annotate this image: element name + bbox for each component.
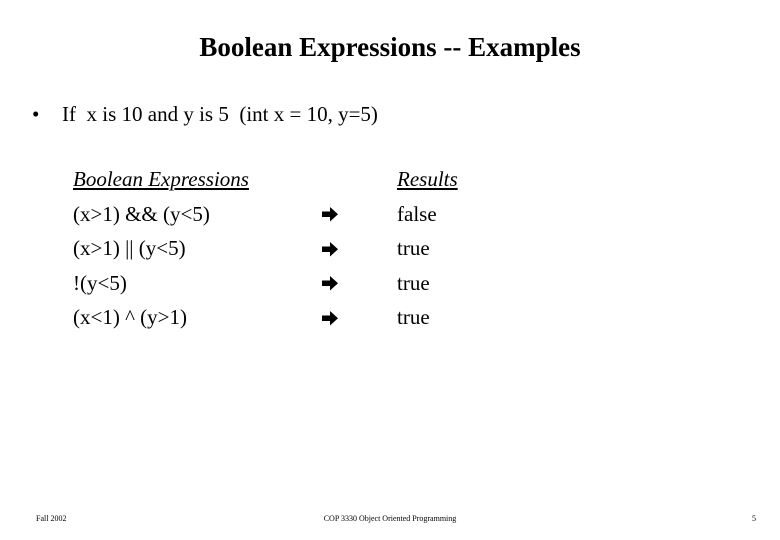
expression-row-4: (x<1) ^ (y>1) bbox=[73, 305, 188, 329]
result-row-2: true bbox=[397, 236, 430, 260]
expressions-heading: Boolean Expressions bbox=[73, 167, 249, 191]
results-heading: Results bbox=[397, 167, 458, 191]
right-arrow-icon bbox=[318, 301, 342, 336]
arrows-column bbox=[318, 197, 342, 335]
results-column bbox=[397, 162, 458, 335]
footer-date: Fall 2002 bbox=[36, 514, 67, 523]
bullet-point bbox=[32, 102, 378, 127]
right-arrow-icon bbox=[318, 232, 342, 267]
expression-row-2: (x>1) || (y<5) bbox=[73, 236, 186, 260]
bullet-text: If x is 10 and y is 5 (int x = 10, y=5) bbox=[62, 102, 378, 126]
expression-row-1: (x>1) && (y<5) bbox=[73, 201, 210, 226]
slide-title: Boolean Expressions -- Examples bbox=[199, 32, 581, 62]
expression-row-3: !(y<5) bbox=[73, 270, 127, 295]
result-row-3: true bbox=[397, 270, 430, 295]
expressions-column bbox=[73, 162, 249, 335]
result-row-1: false bbox=[397, 201, 437, 226]
page-number: 5 bbox=[752, 514, 756, 523]
result-row-4: true bbox=[397, 305, 430, 329]
right-arrow-icon bbox=[318, 197, 342, 232]
footer-course: COP 3330 Object Oriented Programming bbox=[323, 514, 457, 523]
right-arrow-icon bbox=[318, 266, 342, 301]
bullet-marker: • bbox=[32, 102, 40, 126]
